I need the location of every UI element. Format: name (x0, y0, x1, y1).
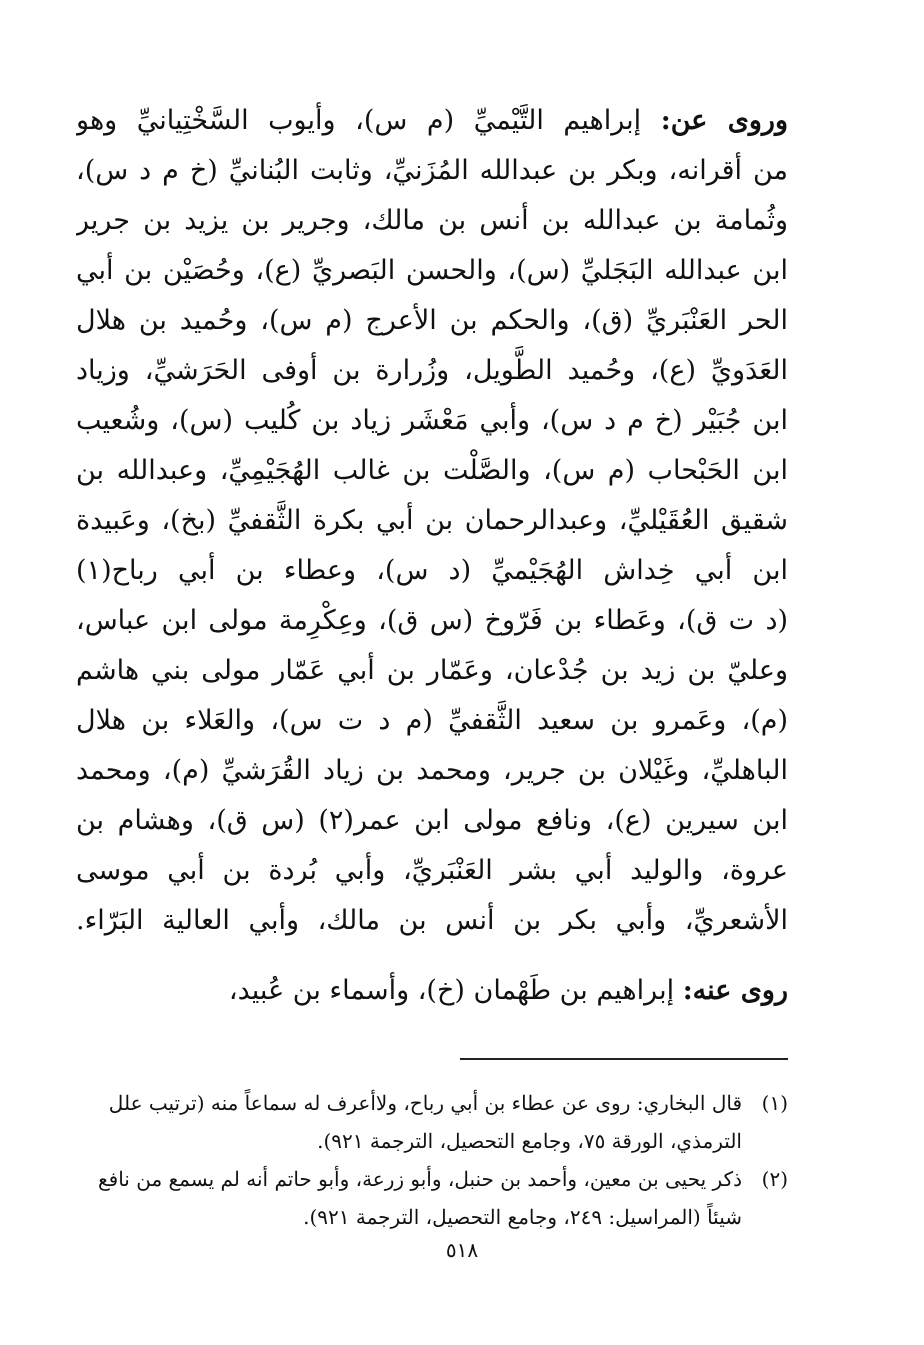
text-line: (د ت ق)، وعَطاء بن فَرّوخ (س ق)، وعِكْرِمة مولى ابن عباس، (76, 605, 788, 636)
text-line: ابن جُبَيْر (خ م د س)، وأبي مَعْشَر زياد بن كُليب (س)، وشُعيب (76, 405, 788, 436)
text-line: ابن الحَبْحاب (م س)، والصَّلْت بن غالب الهُجَيْمِيِّ، وعبدالله بن (76, 455, 788, 486)
text-line: عروة، والوليد أبي بشر العَنْبَريِّ، وأبي بُردة بن أبي موسى (76, 855, 788, 886)
footnote-continuation: شيئاً (المراسيل: ٢٤٩، وجامع التحصيل، الترجمة ٩٢١). (303, 1205, 742, 1229)
text-line: ابن سيرين (ع)، ونافع مولى ابن عمر(٢) (س ق)، وهشام بن (76, 805, 788, 836)
footnote-divider (460, 1058, 788, 1060)
text-line: الأشعريِّ، وأبي بكر بن أنس بن مالك، وأبي العالية البَرّاء. (76, 905, 788, 936)
main-text (76, 96, 788, 1016)
text-line: الحر العَنْبَريِّ (ق)، والحكم بن الأعرج (م س)، وحُميد بن هلال (76, 305, 788, 336)
section-heading-narrated-by: روى عنه: (682, 975, 788, 1006)
text-line: العَدَويِّ (ع)، وحُميد الطَّويل، وزُرارة بن أوفى الحَرَشيِّ، وزياد (76, 355, 788, 386)
text-line: شقيق العُقَيْليِّ، وعبدالرحمان بن أبي بكرة الثَّقفيِّ (بخ)، وعَبيدة (76, 505, 788, 536)
footnote-number: (١) (761, 1091, 788, 1115)
footnote: (٢)ذكر يحيى بن معين، وأحمد بن حنبل، وأبو زرعة، وأبو حاتم أنه لم يسمع من نافع (76, 1160, 788, 1198)
footnote-number: (٢) (761, 1167, 788, 1191)
text-line: روى عنه: إبراهيم بن طَهْمان (خ)، وأسماء بن عُبيد، (228, 975, 788, 1006)
text-line: (م)، وعَمرو بن سعيد الثَّقفيِّ (م د ت س)، والعَلاء بن هلال (76, 705, 788, 736)
text-line: وثُمامة بن عبدالله بن أنس بن مالك، وجرير بن يزيد بن جرير (76, 205, 788, 236)
text-line: وعليّ بن زيد بن جُدْعان، وعَمّار بن أبي عَمّار مولى بني هاشم (76, 655, 788, 686)
footnotes (76, 1084, 788, 1236)
text-line: ابن أبي خِداش الهُجَيْميِّ (د س)، وعطاء بن أبي رباح(١) (76, 555, 788, 586)
text-line: الباهليِّ، وغَيْلان بن جرير، ومحمد بن زياد القُرَشيِّ (م)، ومحمد (76, 755, 788, 786)
text-line: من أقرانه، وبكر بن عبدالله المُزَنيِّ، وثابت البُنانيِّ (خ م د س)، (76, 155, 788, 186)
footnote: (١)قال البخاري: روى عن عطاء بن أبي رباح، ولاأعرف له سماعاً منه (ترتيب علل (76, 1084, 788, 1122)
page-number: ٥١٨ (445, 1238, 479, 1262)
footnote-continuation: الترمذي، الورقة ٧٥، وجامع التحصيل، الترجمة ٩٢١). (317, 1129, 742, 1153)
section-heading-narrated-from: وروى عن: (660, 105, 788, 136)
text-line: وروى عن: إبراهيم التَّيْميِّ (م س)، وأيوب السَّخْتِيانيِّ وهو (76, 105, 788, 136)
text-line: ابن عبدالله البَجَليِّ (س)، والحسن البَصريِّ (ع)، وحُصَيْن بن أبي (76, 255, 788, 286)
